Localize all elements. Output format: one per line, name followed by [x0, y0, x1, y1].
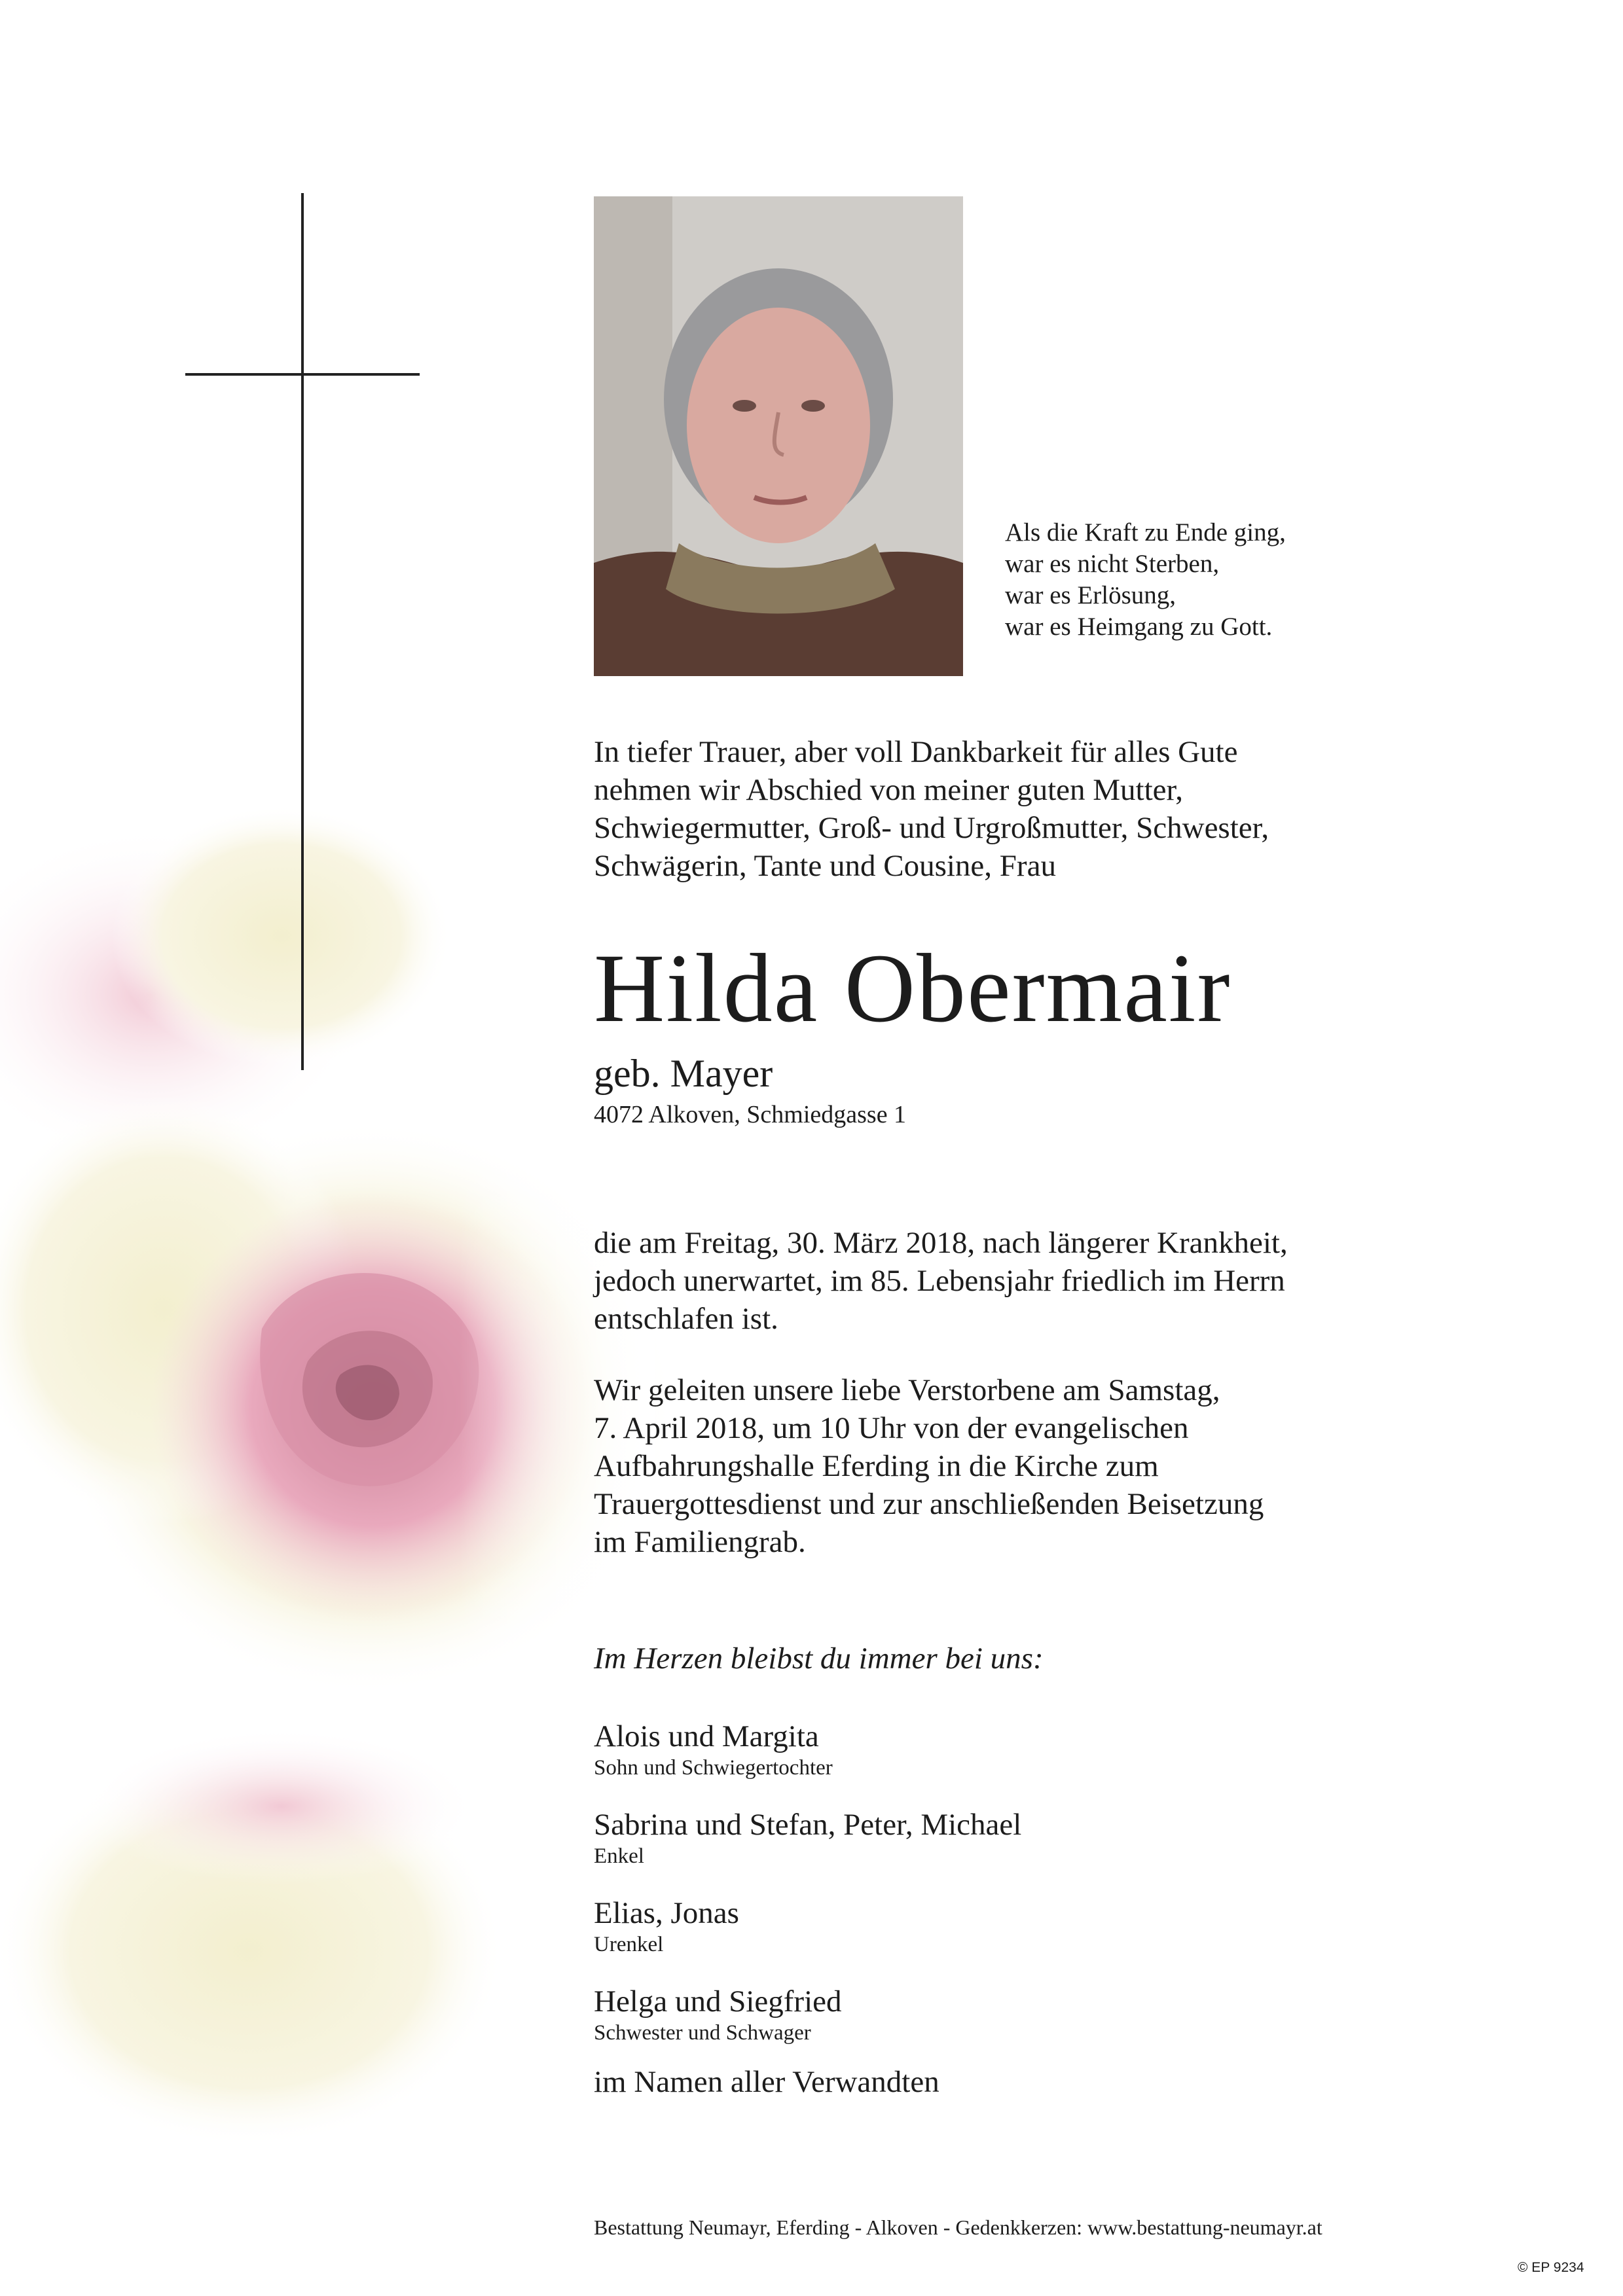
cross-vertical-bar — [301, 193, 304, 1070]
product-code: © EP 9234 — [1518, 2260, 1584, 2275]
mourner-entry — [594, 1983, 842, 2046]
mourner-relation: Enkel — [594, 1844, 644, 1868]
intro-line: nehmen wir Abschied von meiner guten Mutter, — [594, 773, 1184, 807]
poem-line: war es Heimgang zu Gott. — [1005, 613, 1273, 641]
death-line: entschlafen ist. — [594, 1302, 778, 1336]
funeral-line: im Familiengrab. — [594, 1525, 806, 1559]
birth-name: geb. Mayer — [594, 1052, 773, 1095]
mourner-names: Elias, Jonas — [594, 1896, 739, 1930]
intro-line: Schwiegermutter, Groß- und Urgroßmutter, Schwester, — [594, 811, 1269, 845]
address: 4072 Alkoven, Schmiedgasse 1 — [594, 1101, 907, 1128]
death-line: jedoch unerwartet, im 85. Lebensjahr friedlich im Herrn — [594, 1264, 1285, 1298]
mourner-names: Helga und Siegfried — [594, 1984, 842, 2018]
mourner-names: Sabrina und Stefan, Peter, Michael — [594, 1808, 1022, 1842]
mourner-entry — [594, 1895, 739, 1958]
portrait-photo — [594, 196, 963, 676]
cross-horizontal-bar — [185, 373, 420, 376]
intro-line: Schwägerin, Tante und Cousine, Frau — [594, 849, 1056, 883]
death-line: die am Freitag, 30. März 2018, nach längerer Krankheit, — [594, 1226, 1288, 1260]
mourner-names: Alois und Margita — [594, 1719, 819, 1753]
motto: Im Herzen bleibst du immer bei uns: — [594, 1641, 1044, 1676]
poem-line: Als die Kraft zu Ende ging, — [1005, 518, 1286, 547]
funeral-paragraph — [594, 1371, 1264, 1561]
poem — [1005, 517, 1286, 643]
intro-paragraph — [594, 733, 1269, 885]
mourner-relation: Urenkel — [594, 1933, 664, 1956]
deceased-name: Hilda Obermair — [594, 934, 1231, 1043]
mourner-entry — [594, 1806, 1021, 1869]
closing-line: im Namen aller Verwandten — [594, 2065, 939, 2099]
intro-line: In tiefer Trauer, aber voll Dankbarkeit für alles Gute — [594, 735, 1238, 769]
mourner-relation: Sohn und Schwiegertochter — [594, 1756, 833, 1780]
footer-text: Bestattung Neumayr, Eferding - Alkoven - Gedenkkerzen: www.bestattung-neumayr.at — [594, 2215, 1322, 2239]
funeral-line: Wir geleiten unsere liebe Verstorbene am Samstag, — [594, 1373, 1220, 1407]
funeral-line: Trauergottesdienst und zur anschließenden Beisetzung — [594, 1487, 1264, 1521]
mourner-relation: Schwester und Schwager — [594, 2021, 811, 2045]
poem-line: war es Erlösung, — [1005, 581, 1176, 609]
mourner-entry — [594, 1718, 833, 1781]
poem-line: war es nicht Sterben, — [1005, 550, 1220, 578]
funeral-line: 7. April 2018, um 10 Uhr von der evangelischen — [594, 1411, 1189, 1445]
funeral-line: Aufbahrungshalle Eferding in die Kirche zum — [594, 1449, 1159, 1483]
death-paragraph — [594, 1224, 1288, 1338]
